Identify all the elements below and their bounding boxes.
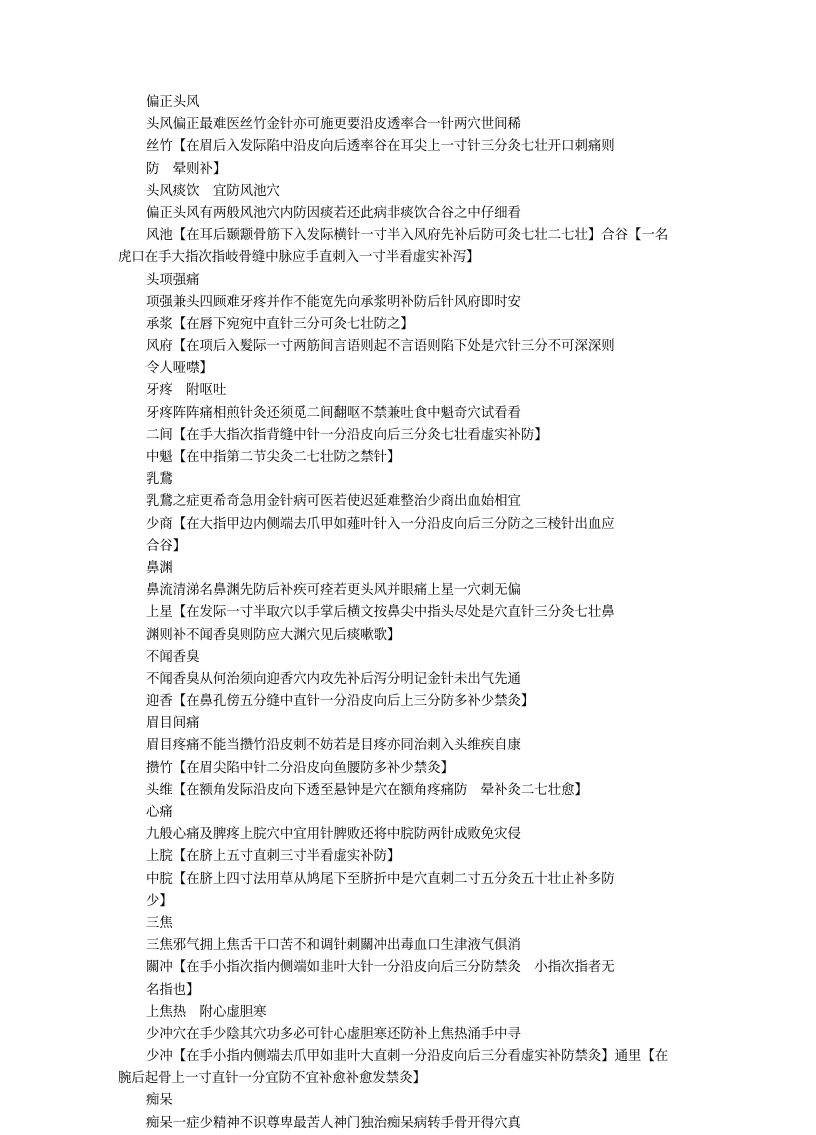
- text-line: 名指也】: [146, 982, 200, 998]
- text-line: 少】: [146, 893, 173, 909]
- text-line: 虎口在手大指次指岐骨缝中脉应手直刺入一寸半看虚实补泻】: [118, 250, 480, 266]
- text-line: 令人哑噤】: [146, 361, 213, 377]
- text-line: 上脘【在脐上五寸直刺三寸半看虚实补防】: [146, 849, 401, 865]
- text-line: 三焦: [146, 915, 173, 931]
- text-line: 二间【在手大指次指背缝中针一分沿皮向后三分灸七壮看虚实补防】: [146, 427, 548, 443]
- text-line: 鼻渊: [146, 560, 173, 576]
- text-line: 渊则补不闻香臭则防应大渊穴见后痰嗽歌】: [146, 627, 401, 643]
- text-line: 上星【在发际一寸半取穴以手掌后横文按鼻尖中指头尽处是穴直针三分灸七壮鼻: [146, 605, 615, 621]
- text-line: 中魁【在中指第二节尖灸二七壮防之禁针】: [146, 450, 401, 465]
- document-page: [118, 92, 708, 1135]
- text-line: 头维【在额角发际沿皮向下透至悬钟是穴在额角疼痛防 晕补灸二七壮愈】: [146, 782, 588, 798]
- text-line: 头风痰饮 宜防风池穴: [146, 183, 280, 199]
- text-line: 眉目间痛: [146, 716, 200, 732]
- text-line: 少冲穴在手少陰其穴功多必可针心虚胆寒还防补上焦热涌手中寻: [146, 1026, 521, 1042]
- text-line: 牙疼 附呕吐: [146, 383, 227, 399]
- text-line: 风池【在耳后颞颥骨筋下入发际横针一寸半入风府先补后防可灸七壮二七壮】合谷【一名: [146, 228, 669, 244]
- text-line: 防 晕则补】: [146, 161, 227, 177]
- text-line: 腕后起骨上一寸直针一分宜防不宜补愈补愈发禁灸】: [118, 1071, 426, 1087]
- text-line: 承浆【在唇下宛宛中直针三分可灸七壮防之】: [146, 316, 414, 332]
- text-line: 三焦邪气拥上焦舌干口苦不和调针刺關冲出毒血口生津液气俱消: [146, 938, 521, 954]
- text-line: 關冲【在手小指次指内侧端如韭叶大针一分沿皮向后三分防禁灸 小指次指者无: [146, 960, 615, 976]
- text-line: 少商【在大指甲边内侧端去爪甲如薤叶针入一分沿皮向后三分防之三棱针出血应: [146, 516, 615, 532]
- text-line: 攒竹【在眉尖陷中针二分沿皮向鱼腰防多补少禁灸】: [146, 760, 454, 776]
- text-line: 头风偏正最难医丝竹金针亦可施更要沿皮透率合一针两穴世间稀: [146, 117, 521, 133]
- text-line: 心痛: [146, 805, 173, 820]
- text-line: 合谷】: [146, 538, 187, 554]
- text-line: 偏正头风: [146, 95, 200, 110]
- text-line: 痴呆一症少精神不识尊卑最苦人神门独治痴呆病转手骨开得穴真: [146, 1115, 521, 1131]
- text-line: 乳鵞之症更希奇急用金针病可医若使迟延难整治少商出血始相宜: [146, 494, 521, 510]
- text-line: 乳鵞: [146, 472, 173, 488]
- text-line: 偏正头风有两般风池穴内防因痰若还此病非痰饮合谷之中仔细看: [146, 205, 521, 221]
- text-line: 九般心痛及脾疼上脘穴中宜用针脾败还将中脘防两针成败免灾侵: [146, 827, 521, 843]
- text-line: 中脘【在脐上四寸法用草从鸠尾下至脐折中是穴直刺二寸五分灸五十壮止补多防: [146, 871, 615, 887]
- text-line: 牙疼阵阵痛相煎针灸还须觅二间翻呕不禁兼吐食中魁奇穴试看看: [146, 405, 521, 421]
- text-line: 痴呆: [146, 1093, 173, 1109]
- text-line: 不闻香臭: [146, 649, 200, 665]
- text-line: 眉目疼痛不能当攒竹沿皮刺不妨若是目疼亦同治刺入头维疾自康: [146, 738, 521, 754]
- text-line: 少冲【在手小指内侧端去爪甲如韭叶大直刺一分沿皮向后三分看虚实补防禁灸】通里【在: [146, 1049, 669, 1065]
- text-line: 上焦热 附心虚胆寒: [146, 1004, 267, 1020]
- text-line: 鼻流清涕名鼻渊先防后补疾可痊若更头风并眼痛上星一穴刺无偏: [146, 583, 521, 599]
- text-line: 风府【在项后入髮际一寸两筋间言语则起不言语则陷下处是穴针三分不可深深则: [146, 339, 615, 355]
- text-line: 头项强痛: [146, 272, 200, 288]
- text-line: 项强兼头四顾难牙疼并作不能宽先向承浆明补防后针风府即时安: [146, 294, 521, 310]
- text-line: 丝竹【在眉后入发际陷中沿皮向后透率谷在耳尖上一寸针三分灸七壮开口刺痛则: [146, 139, 615, 155]
- text-line: 迎香【在鼻孔傍五分缝中直针一分沿皮向后上三分防多补少禁灸】: [146, 694, 535, 710]
- text-line: 不闻香臭从何治须向迎香穴内攻先补后泻分明记金针未出气先通: [146, 671, 521, 687]
